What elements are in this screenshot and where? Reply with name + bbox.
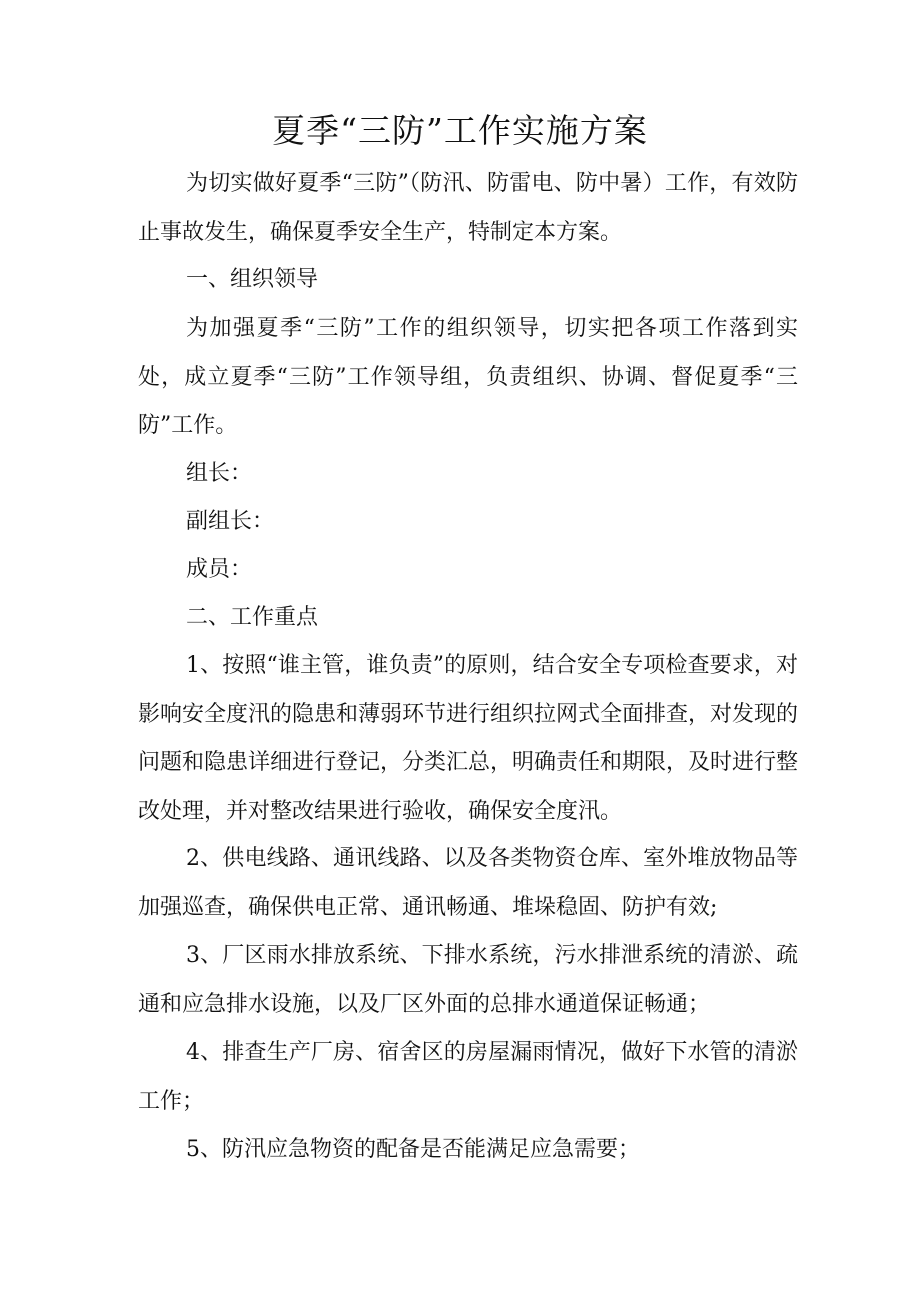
members-label: 成员： bbox=[186, 557, 253, 582]
intro-paragraph: 为切实做好夏季“三防”（防汛、防雷电、防中暑）工作，有效防止事故发生，确保夏季安全生产，特制定本方案。 bbox=[138, 171, 798, 245]
section-heading-organization: 一、组织领导 bbox=[186, 267, 319, 292]
document-title: 夏季“三防”工作实施方案 bbox=[272, 111, 648, 150]
leader-label: 组长： bbox=[186, 461, 253, 486]
deputy-leader-label: 副组长： bbox=[186, 509, 275, 534]
key-work-item: 3、厂区雨水排放系统、下排水系统，污水排泄系统的清淤、疏通和应急排水设施，以及厂区外面的总排水通道保证畅通； bbox=[138, 943, 798, 1017]
key-work-item: 5、防汛应急物资的配备是否能满足应急需要； bbox=[186, 1137, 640, 1162]
key-work-item: 1、按照“谁主管，谁负责”的原则，结合安全专项检查要求，对影响安全度汛的隐患和薄弱环节进行组织拉网式全面排查，对发现的问题和隐患详细进行登记，分类汇总，明确责任和期限，及时进行整改处理，并对整改结果进行验收，确保安全度汛。 bbox=[138, 653, 799, 824]
key-work-item: 4、排查生产厂房、宿舍区的房屋漏雨情况，做好下水管的清淤工作； bbox=[138, 1040, 798, 1114]
organization-paragraph: 为加强夏季“三防”工作的组织领导，切实把各项工作落到实处，成立夏季“三防”工作领导组，负责组织、协调、督促夏季“三防”工作。 bbox=[138, 316, 798, 438]
key-work-item: 2、供电线路、通讯线路、以及各类物资仓库、室外堆放物品等加强巡查，确保供电正常、通讯畅通、堆垛稳固、防护有效; bbox=[138, 846, 798, 920]
section-heading-key-work: 二、工作重点 bbox=[186, 605, 319, 630]
